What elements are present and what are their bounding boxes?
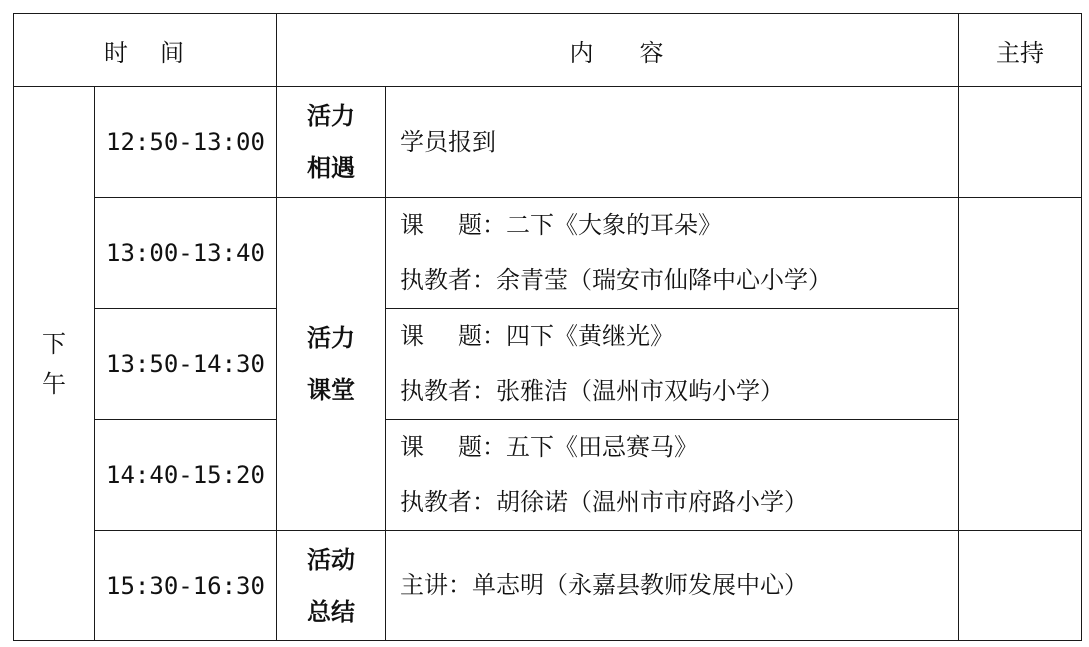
teacher-label: 执教者： xyxy=(400,488,496,516)
topic-label-char-1: 课 xyxy=(400,433,424,461)
table-row xyxy=(14,420,1082,531)
teacher-label: 执教者： xyxy=(400,377,496,405)
teacher-line xyxy=(400,475,958,530)
teacher-text: 张雅洁（温州市双屿小学） xyxy=(496,377,784,405)
section-line-2: 相遇 xyxy=(307,154,355,182)
section-line-1: 活动 xyxy=(307,545,355,574)
topic-label-char-1: 课 xyxy=(400,322,424,350)
section-cell xyxy=(277,531,386,641)
teacher-label: 执教者： xyxy=(400,266,496,294)
header-content-char-2: 容 xyxy=(639,38,666,67)
time-cell: 15:30-16:30 xyxy=(95,531,277,641)
table-row xyxy=(14,531,1082,641)
topic-text: 四下《黄继光》 xyxy=(506,322,674,350)
header-time xyxy=(14,14,277,87)
table-row xyxy=(14,87,1082,198)
header-row xyxy=(14,14,1082,87)
section-line-1: 活力 xyxy=(307,324,355,352)
section-cell xyxy=(277,87,386,198)
time-cell: 13:50-14:30 xyxy=(95,309,277,420)
period-line-1: 下 xyxy=(42,329,66,358)
section-line-1: 活力 xyxy=(307,102,355,130)
teacher-line xyxy=(400,364,958,419)
topic-text: 五下《田忌赛马》 xyxy=(506,433,698,461)
section-line-2: 课堂 xyxy=(307,376,355,404)
teacher-text: 胡徐诺（温州市市府路小学） xyxy=(496,488,808,516)
topic-text: 二下《大象的耳朵》 xyxy=(506,211,722,239)
time-cell: 14:40-15:20 xyxy=(95,420,277,531)
host-cell xyxy=(959,198,1082,531)
header-host: 主持 xyxy=(959,14,1082,87)
topic-label-char-2: 题： xyxy=(458,211,506,239)
teacher-text: 余青莹（瑞安市仙降中心小学） xyxy=(496,266,832,294)
header-time-char-1: 时 xyxy=(104,38,130,67)
period-line-2: 午 xyxy=(42,369,66,398)
topic-label-char-2: 题： xyxy=(458,433,506,461)
topic-label-char-1: 课 xyxy=(400,211,424,239)
header-time-char-2: 间 xyxy=(160,38,186,67)
topic-line xyxy=(400,309,958,364)
header-content xyxy=(277,14,959,87)
content-cell xyxy=(386,198,959,309)
header-content-char-1: 内 xyxy=(569,38,596,67)
section-line-2: 总结 xyxy=(307,597,355,626)
time-cell: 13:00-13:40 xyxy=(95,198,277,309)
section-cell-classroom xyxy=(277,198,386,531)
period-cell xyxy=(14,87,95,641)
schedule-table xyxy=(13,13,1082,641)
host-cell xyxy=(959,87,1082,198)
teacher-line xyxy=(400,253,958,308)
content-cell xyxy=(386,309,959,420)
content-cell xyxy=(386,420,959,531)
content-cell: 学员报到 xyxy=(386,87,959,198)
time-cell: 12:50-13:00 xyxy=(95,87,277,198)
host-cell xyxy=(959,531,1082,641)
topic-label-char-2: 题： xyxy=(458,322,506,350)
table-row xyxy=(14,198,1082,309)
content-cell: 主讲：单志明（永嘉县教师发展中心） xyxy=(386,531,959,641)
topic-line xyxy=(400,198,958,253)
table-row xyxy=(14,309,1082,420)
topic-line xyxy=(400,420,958,475)
